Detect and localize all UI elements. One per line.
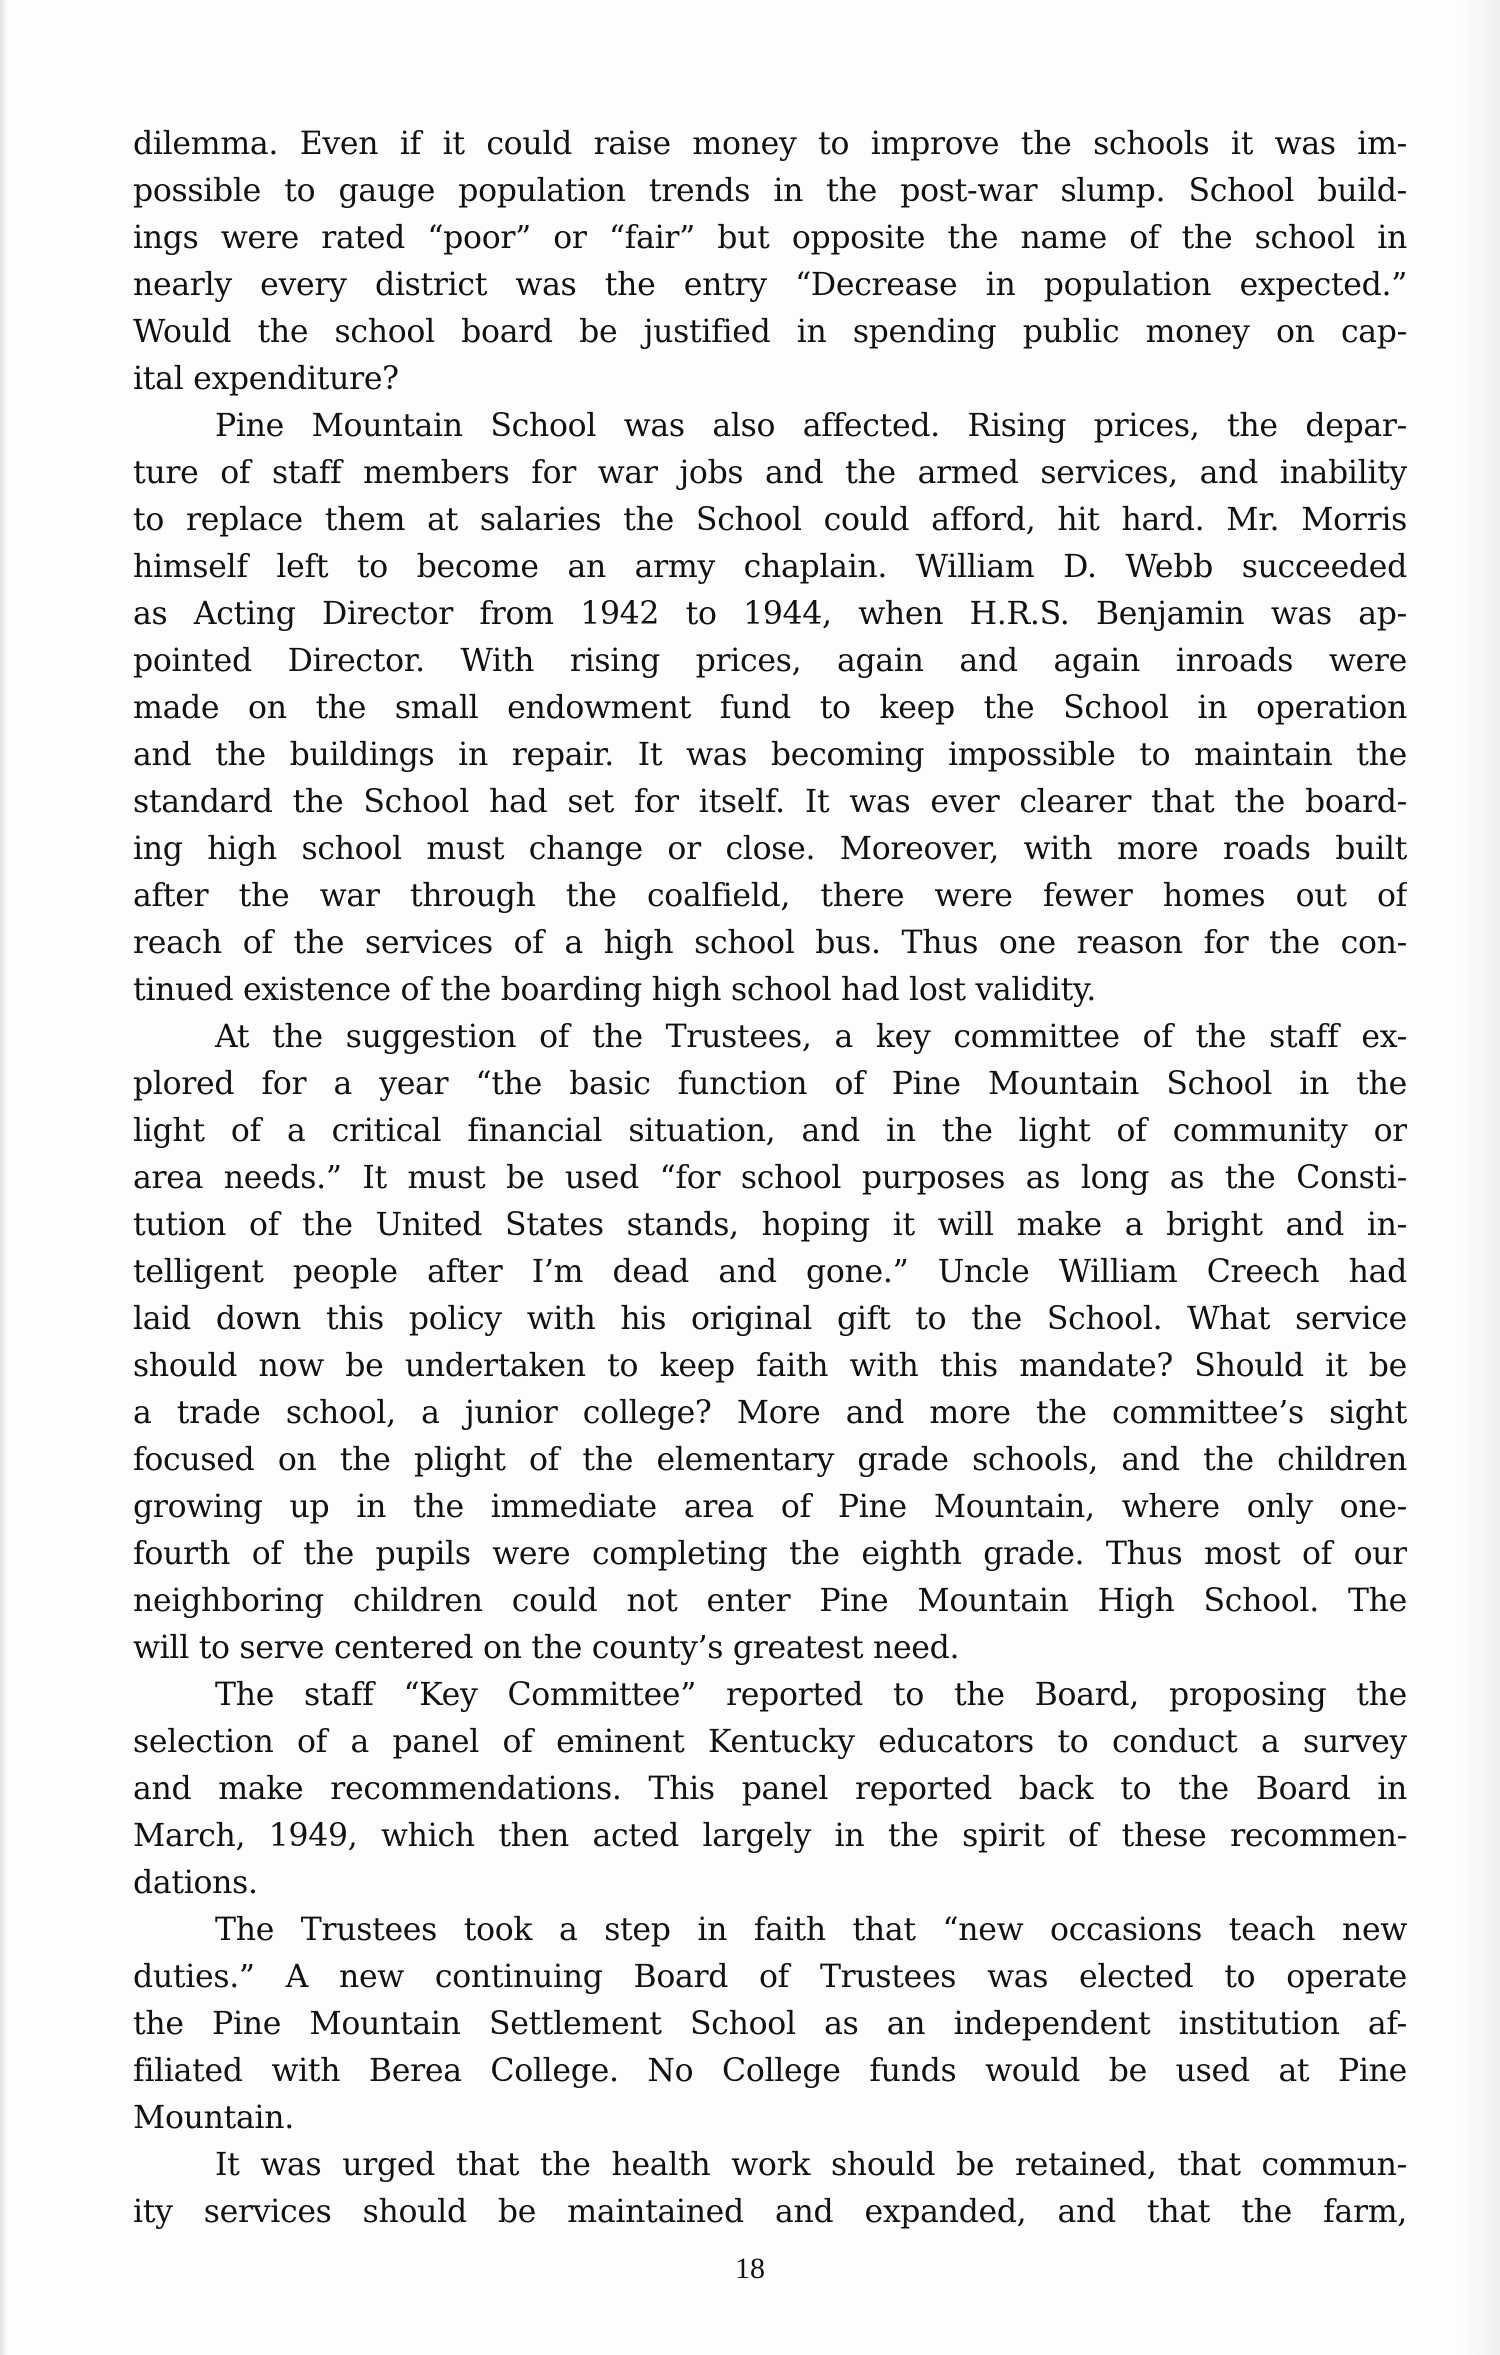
- text-line: will to serve centered on the county’s greatest need.: [133, 1630, 960, 1666]
- text-line: Mountain.: [133, 2100, 294, 2136]
- text-line: telligent people after I’m dead and gone.” Uncle William Creech had: [133, 1254, 1407, 1290]
- text-line: light of a critical financial situation, and in the light of community or: [133, 1113, 1407, 1149]
- paragraph-first-line: The Trustees took a step in faith that “new occasions teach new: [215, 1912, 1407, 1948]
- text-line: focused on the plight of the elementary grade schools, and the children: [133, 1442, 1407, 1478]
- text-line: duties.” A new continuing Board of Trustees was elected to operate: [133, 1959, 1407, 1995]
- paragraph-first-line: Pine Mountain School was also affected. Rising prices, the depar-: [215, 408, 1407, 444]
- text-line: Would the school board be justified in spending public money on cap-: [133, 314, 1407, 350]
- text-line: ing high school must change or close. Moreover, with more roads built: [133, 831, 1407, 867]
- paragraph-first-line: It was urged that the health work should be retained, that commun-: [215, 2147, 1407, 2183]
- text-line: tution of the United States stands, hoping it will make a bright and in-: [133, 1207, 1407, 1243]
- text-line: himself left to become an army chaplain. William D. Webb succeeded: [133, 549, 1407, 585]
- text-line: should now be undertaken to keep faith with this mandate? Should it be: [133, 1348, 1407, 1384]
- page-number: 18: [735, 2252, 765, 2285]
- text-line: and the buildings in repair. It was becoming impossible to maintain the: [133, 737, 1407, 773]
- text-line: ity services should be maintained and expanded, and that the farm,: [133, 2194, 1407, 2230]
- page-edge-shadow: [1460, 0, 1500, 2355]
- text-line: ital expenditure?: [133, 361, 399, 397]
- text-line: tinued existence of the boarding high school had lost validity.: [133, 972, 1096, 1008]
- text-line: made on the small endowment fund to keep the School in operation: [133, 690, 1407, 726]
- text-line: to replace them at salaries the School could afford, hit hard. Mr. Morris: [133, 502, 1407, 538]
- text-line: ture of staff members for war jobs and the armed services, and inability: [133, 455, 1407, 491]
- text-line: a trade school, a junior college? More and more the committee’s sight: [133, 1395, 1407, 1431]
- text-line: possible to gauge population trends in the post-war slump. School build-: [133, 173, 1407, 209]
- text-line: growing up in the immediate area of Pine Mountain, where only one-: [133, 1489, 1407, 1525]
- text-line: reach of the services of a high school bus. Thus one reason for the con-: [133, 925, 1407, 961]
- text-line: selection of a panel of eminent Kentucky educators to conduct a survey: [133, 1724, 1407, 1760]
- text-line: neighboring children could not enter Pine Mountain High School. The: [133, 1583, 1407, 1619]
- text-line: after the war through the coalfield, there were fewer homes out of: [133, 878, 1407, 914]
- text-line: fourth of the pupils were completing the eighth grade. Thus most of our: [133, 1536, 1407, 1572]
- text-line: ings were rated “poor” or “fair” but opposite the name of the school in: [133, 220, 1407, 256]
- page-binding-edge: [0, 0, 8, 2355]
- text-line: dilemma. Even if it could raise money to improve the schools it was im-: [133, 126, 1407, 162]
- text-line: filiated with Berea College. No College funds would be used at Pine: [133, 2053, 1407, 2089]
- text-line: laid down this policy with his original gift to the School. What service: [133, 1301, 1407, 1337]
- text-line: the Pine Mountain Settlement School as an independent institution af-: [133, 2006, 1407, 2042]
- text-line: plored for a year “the basic function of Pine Mountain School in the: [133, 1066, 1407, 1102]
- paragraph-first-line: At the suggestion of the Trustees, a key committee of the staff ex-: [215, 1019, 1407, 1055]
- text-line: nearly every district was the entry “Decrease in population expected.”: [133, 267, 1407, 303]
- text-line: March, 1949, which then acted largely in the spirit of these recommen-: [133, 1818, 1407, 1854]
- text-line: and make recommendations. This panel reported back to the Board in: [133, 1771, 1407, 1807]
- text-line: as Acting Director from 1942 to 1944, when H.R.S. Benjamin was ap-: [133, 596, 1407, 632]
- text-line: standard the School had set for itself. It was ever clearer that the board-: [133, 784, 1407, 820]
- paragraph-first-line: The staff “Key Committee” reported to the Board, proposing the: [215, 1677, 1407, 1713]
- text-line: dations.: [133, 1865, 258, 1901]
- text-line: pointed Director. With rising prices, again and again inroads were: [133, 643, 1407, 679]
- text-line: area needs.” It must be used “for school purposes as long as the Consti-: [133, 1160, 1407, 1196]
- body-text: [133, 121, 1407, 2236]
